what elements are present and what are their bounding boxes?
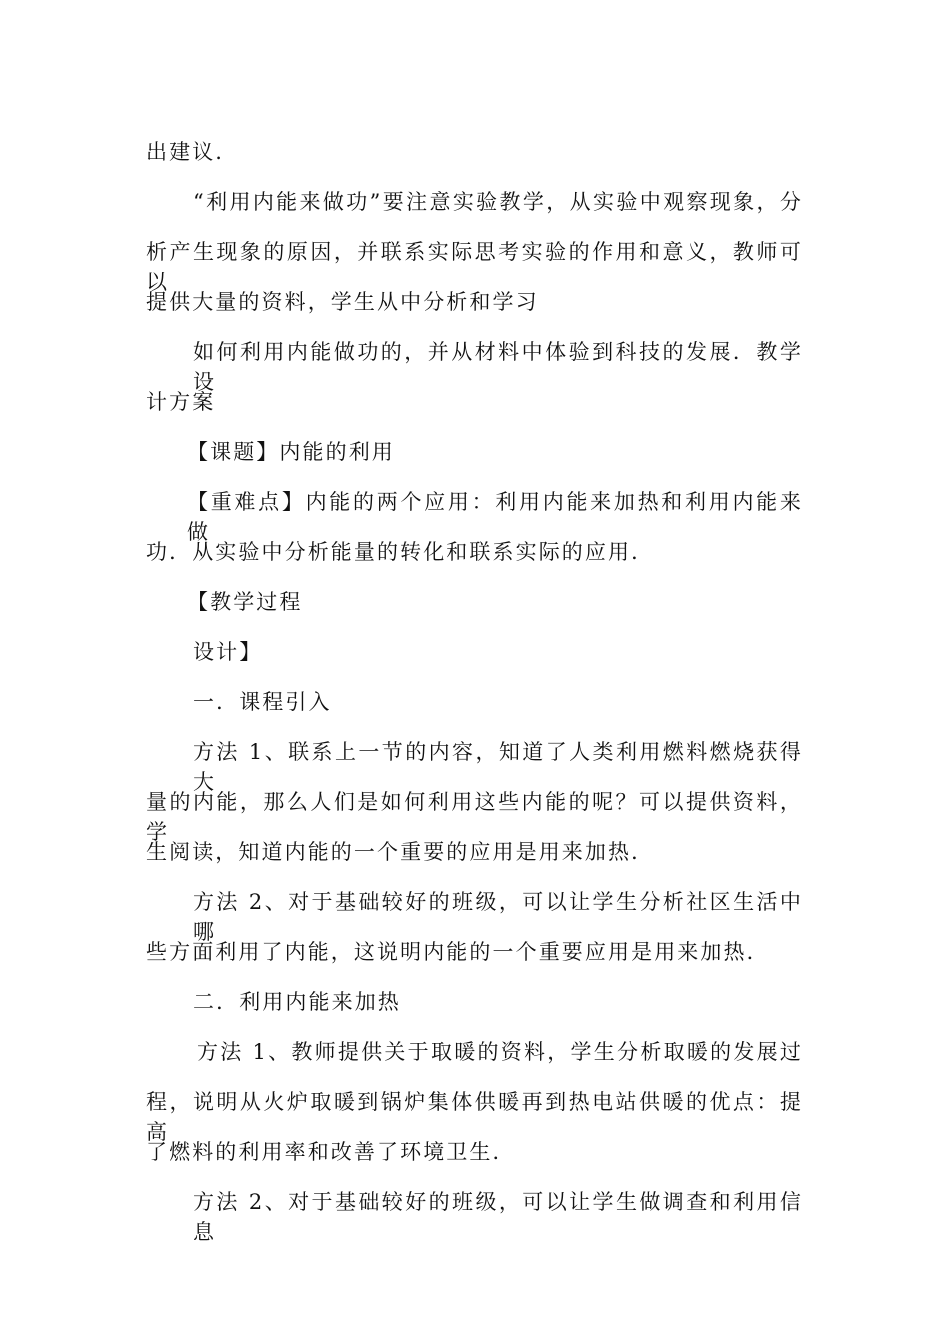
text-line: “利用内能来做功”要注意实验教学，从实验中观察现象，分 (193, 190, 803, 214)
text-line: 方法 2、对于基础较好的班级，可以让学生分析社区生活中哪 (193, 890, 803, 944)
section-heading: 设计】 (193, 640, 263, 664)
text-line: 【重难点】内能的两个应用：利用内能来加热和利用内能来做 (187, 490, 803, 544)
section-heading: 【教学过程 (187, 590, 303, 614)
text-line: 量的内能，那么人们是如何利用这些内能的呢？可以提供资料，学 (146, 790, 803, 844)
text-line: 了燃料的利用率和改善了环境卫生． (146, 1140, 516, 1164)
section-heading: 【课题】内能的利用 (187, 440, 395, 464)
text-line: 生阅读，知道内能的一个重要的应用是用来加热． (146, 840, 655, 864)
text-line: 计方案 (146, 390, 216, 414)
text-line: 析产生现象的原因，并联系实际思考实验的作用和意义，教师可以 (146, 240, 803, 294)
section-heading: 二．利用内能来加热 (193, 990, 401, 1014)
text-line: 功．从实验中分析能量的转化和联系实际的应用． (146, 540, 655, 564)
text-line: 方法 1、教师提供关于取暖的资料，学生分析取暖的发展过 (197, 1040, 803, 1064)
text-line: 提供大量的资料，学生从中分析和学习 (146, 290, 539, 314)
text-line: 如何利用内能做功的，并从材料中体验到科技的发展．教学设 (193, 340, 803, 394)
text-line: 出建议. (146, 140, 225, 164)
text-line: 程，说明从火炉取暖到锅炉集体供暖再到热电站供暖的优点：提高 (146, 1090, 803, 1144)
text-line: 方法 1、联系上一节的内容，知道了人类利用燃料燃烧获得大 (193, 740, 803, 794)
text-line: 些方面利用了内能，这说明内能的一个重要应用是用来加热． (146, 940, 770, 964)
text-line: 方法 2、对于基础较好的班级，可以让学生做调查和利用信息 (193, 1190, 803, 1244)
section-heading: 一．课程引入 (193, 690, 332, 714)
